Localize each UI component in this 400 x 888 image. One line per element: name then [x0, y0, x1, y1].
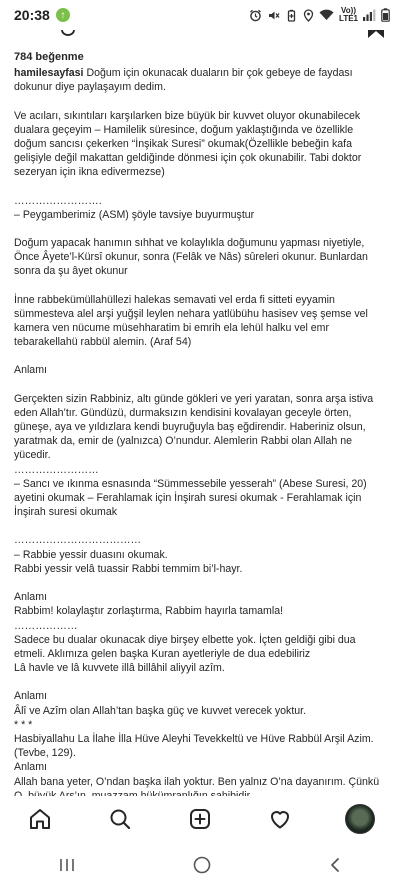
caption-paragraph: Anlamı [14, 364, 47, 377]
caption-first-text: Doğum için okunacak duaların bir çok gebeye de faydası dokunur diye paylaşayım dedim. [14, 67, 356, 94]
caption-intro [14, 66, 386, 94]
caption-paragraph: ……………………………… – Rabbie yessir duasını okumak. Rabbi yessir velâ tuassir Rabbi temmim bi’l-hayr. [14, 534, 243, 575]
signal-icon [363, 9, 376, 21]
network-label [339, 7, 358, 23]
nav-activity[interactable] [260, 799, 300, 839]
network-label-bottom: LTE1 [339, 14, 358, 23]
search-icon[interactable] [108, 807, 132, 831]
caption-paragraph: Doğum yapacak hanımın sıhhat ve kolaylıkla doğumunu yapması niyetiyle, Önce Âyete’l-Kürsî okunur, sonra (Felâk ve Nâs) sûreleri okunur. Bunlardan sonra da şu âyet okunur [14, 237, 371, 278]
recents-icon[interactable] [57, 856, 77, 874]
create-icon[interactable] [188, 807, 212, 831]
home-icon[interactable] [28, 807, 52, 831]
bookmark-icon[interactable] [367, 30, 385, 39]
nav-search[interactable] [100, 799, 140, 839]
alarm-icon [249, 9, 262, 22]
caption-paragraph: Anlamı Âlî ve Azîm olan Allah’tan başka güç ve kuvvet verecek yoktur. * * * Hasbiyallahu La İlahe İlla Hüve Aleyhi Tevekkeltü ve Hüve Rabbül Arşil Azim. (Tevbe, 129). Anlamı Allah bana yeter, O’ndan başka ilah yoktur. Ben yalnız O’na dayanırım. Çünkü [14, 690, 380, 788]
likes-count[interactable]: 784 beğenme [14, 51, 84, 63]
wifi-icon [319, 9, 334, 21]
network-label-top: Vo)) [341, 6, 356, 15]
caption-paragraph: ……………………. – Peygamberimiz (ASM) şöyle tavsiye buyurmuştur [14, 194, 255, 221]
caption-paragraph: Gerçekten sizin Rabbiniz, altı günde gökleri ve yeri yaratan, sonra arşa istiva eden Allah’tır. Gündüzü, durmaksızın kendisini kovalayan geceyle örten, güneşe, aya ve yıldızlara kendi buyruğuyla baş eğdirendir. Haberiniz olsun, yaratmak da, emir de (yalnızca) O’nundur. Alemlerin Rabbi olan Allah ne yücedir. …………………… – Sancı ve ıkınma esnasında “Sümmessebile yesserah” (Abese Suresi, 20) ayetini okumak – Ferahlamak için İnşirah suresi okumak - Ferahlamak için İnşirah suresi okumak [14, 392, 374, 519]
battery-saver-icon [285, 9, 298, 22]
bottom-nav [0, 796, 400, 842]
post-caption-area [14, 50, 386, 790]
profile-avatar[interactable] [345, 804, 375, 834]
caption-username[interactable]: hamilesayfasi [14, 67, 84, 80]
status-bar [0, 0, 400, 30]
nav-home[interactable] [20, 799, 60, 839]
comment-icon[interactable] [60, 30, 76, 36]
location-icon [303, 9, 314, 22]
nav-profile[interactable] [340, 799, 380, 839]
caption-paragraph: Ve acıları, sıkıntıları karşılarken bize büyük bir kuvvet oluyor okunabilecek dualara geçeyim – Hamilelik süresince, doğum yaklaştığında ve özellikle doğum sancısı çekerken “İnşikak Suresi” okumak(Özellikle bebeğin kafa gelişiyle değil makattan geldiğinde dönmesi için çok okunabilir. Tabi doktor sezeryan için ikna edivermezse) [14, 109, 365, 179]
battery-icon [381, 8, 390, 22]
caption-paragraph: İnne rabbekümüllahüllezi halekas semavati vel erda fi sitteti eyyamin sümmesteva alel arşi yuğşil leylen nehara yatlübühu hasisev veş şemse vel kamera ven nücume müsehharatim bi emrih ela lehül halku vel emr tebarakellahü rabbül alemin. (Araf 54) [14, 293, 371, 349]
status-icons [249, 7, 390, 23]
post-actions-remnant [0, 30, 400, 42]
heart-icon[interactable] [268, 807, 292, 831]
back-icon[interactable] [327, 856, 343, 874]
status-time: 20:38 [14, 7, 50, 23]
caption-paragraph: Anlamı Rabbim! kolaylaştır zorlaştırma, Rabbim hayırla tamamla! ……………… Sadece bu dualar okunacak diye birşey elbette yok. İçten geldiği gibi dua etmeli. Aklımıza gelen başka Kuran ayetleriyle de dua edebiliriz Lâ havle ve lâ kuvvete illâ billâhil aliyyil azîm. [14, 591, 356, 675]
system-nav-bar [0, 842, 400, 888]
notification-icon: ↑ [56, 8, 70, 22]
mute-icon [267, 9, 280, 22]
nav-create[interactable] [180, 799, 220, 839]
home-circle-icon[interactable] [192, 855, 212, 875]
